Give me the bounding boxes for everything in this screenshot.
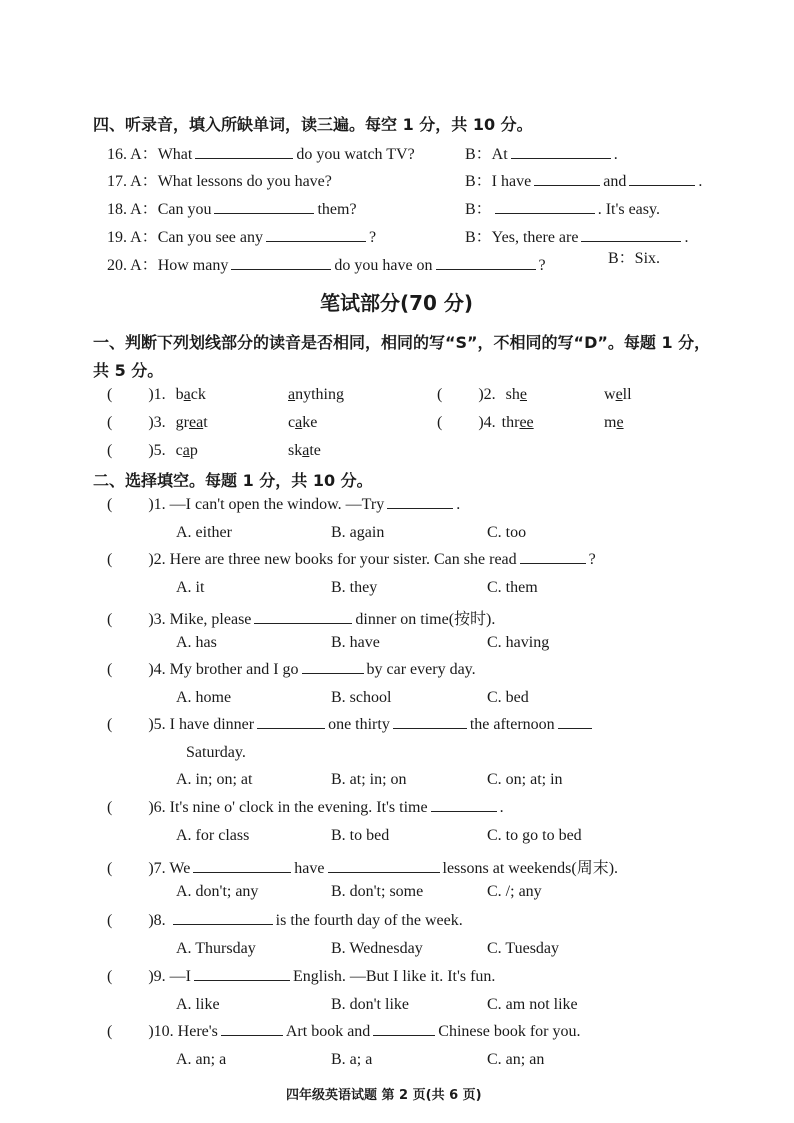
choice-heading: 二、选择填空。每题 1 分，共 10 分。 xyxy=(93,471,373,490)
choice-q3-opt-c: C. having xyxy=(487,634,550,651)
choice-q4-opt-b: B. school xyxy=(331,689,392,706)
choice-q1-opt-c: C. too xyxy=(487,524,527,541)
listening-heading: 四、听录音，填入所缺单词，读三遍。每空 1 分，共 10 分。 xyxy=(93,115,533,134)
phonics-heading: 一、判断下列划线部分的读音是否相同，相同的写“S”，不相同的写“D”。每题 1 分， xyxy=(93,333,711,352)
phonics-item-1: ( )1. back xyxy=(107,386,206,403)
phonics-heading-cont: 共 5 分。 xyxy=(93,361,164,380)
listening-item-19: 19. A：Can you see any ? xyxy=(107,229,377,246)
choice-q8: ( )8. is the fourth day of the week. xyxy=(107,912,463,929)
choice-q3-opt-a: A. has xyxy=(176,634,217,651)
written-part-title: 笔试部分(70 分) xyxy=(320,291,474,315)
choice-q2-opt-b: B. they xyxy=(331,579,378,596)
choice-q6: ( )6. It's nine o' clock in the evening. It's time . xyxy=(107,799,504,816)
choice-q8-opt-b: B. Wednesday xyxy=(331,940,423,957)
choice-q2: ( )2. Here are three new books for your sister. Can she read ? xyxy=(107,551,596,568)
choice-q1: ( )1. —I can't open the window. —Try . xyxy=(107,496,461,513)
choice-q1-opt-b: B. again xyxy=(331,524,385,541)
choice-q7: ( )7. We have lessons at weekends(周末). xyxy=(107,860,619,877)
listening-item-16-b: B：At . xyxy=(465,146,618,163)
choice-q5-opt-a: A. in; on; at xyxy=(176,771,253,788)
listening-item-19-b: B：Yes, there are . xyxy=(465,229,689,246)
listening-item-16: 16. A：What do you watch TV? xyxy=(107,146,415,163)
choice-q10-opt-c: C. an; an xyxy=(487,1051,545,1068)
choice-q4-opt-a: A. home xyxy=(176,689,232,706)
listening-item-17-b: B：I have and . xyxy=(465,173,703,190)
choice-q5: ( )5. I have dinner one thirty the afternoon xyxy=(107,716,595,734)
listening-item-20-b: B：Six. xyxy=(608,250,661,267)
choice-q7-opt-b: B. don't; some xyxy=(331,883,424,900)
choice-q9-opt-c: C. am not like xyxy=(487,996,578,1013)
choice-q6-opt-b: B. to bed xyxy=(331,827,390,844)
choice-q9-opt-b: B. don't like xyxy=(331,996,409,1013)
phonics-item-4: ( )4. three xyxy=(437,414,534,431)
choice-q1-opt-a: A. either xyxy=(176,524,232,541)
choice-q5-opt-b: B. at; in; on xyxy=(331,771,407,788)
choice-q5-cont: Saturday. xyxy=(186,744,246,761)
phonics-item-3-word2: cake xyxy=(288,414,318,431)
listening-item-20: 20. A：How many do you have on ? xyxy=(107,257,546,274)
choice-q10-opt-b: B. a; a xyxy=(331,1051,373,1068)
listening-item-17: 17. A：What lessons do you have? xyxy=(107,173,332,190)
choice-q7-opt-c: C. /; any xyxy=(487,883,542,900)
listening-item-18-b: B： . It's easy. xyxy=(465,201,660,218)
page-footer: 四年级英语试题 第 2 页(共 6 页) xyxy=(286,1088,482,1103)
choice-q8-opt-c: C. Tuesday xyxy=(487,940,560,957)
choice-q3-opt-b: B. have xyxy=(331,634,380,651)
choice-q9: ( )9. —I English. —But I like it. It's fun. xyxy=(107,968,496,985)
choice-q4: ( )4. My brother and I go by car every day. xyxy=(107,661,476,678)
phonics-item-1-word2: anything xyxy=(288,386,344,403)
choice-q7-opt-a: A. don't; any xyxy=(176,883,259,900)
choice-q3: ( )3. Mike, please dinner on time(按时). xyxy=(107,611,496,628)
choice-q9-opt-a: A. like xyxy=(176,996,220,1013)
phonics-item-4-word2: me xyxy=(604,414,624,431)
choice-q8-opt-a: A. Thursday xyxy=(176,940,256,957)
phonics-item-2-word2: well xyxy=(604,386,632,403)
phonics-item-5: ( )5. cap xyxy=(107,442,198,459)
choice-q2-opt-a: A. it xyxy=(176,579,205,596)
choice-q10: ( )10. Here's Art book and Chinese book for you. xyxy=(107,1023,581,1040)
phonics-item-2: ( )2. she xyxy=(437,386,527,403)
phonics-item-5-word2: skate xyxy=(288,442,321,459)
listening-item-18: 18. A：Can you them? xyxy=(107,201,357,218)
choice-q10-opt-a: A. an; a xyxy=(176,1051,227,1068)
choice-q5-opt-c: C. on; at; in xyxy=(487,771,563,788)
phonics-item-3: ( )3. great xyxy=(107,414,208,431)
choice-q6-opt-a: A. for class xyxy=(176,827,250,844)
choice-q4-opt-c: C. bed xyxy=(487,689,529,706)
choice-q6-opt-c: C. to go to bed xyxy=(487,827,582,844)
choice-q2-opt-c: C. them xyxy=(487,579,538,596)
